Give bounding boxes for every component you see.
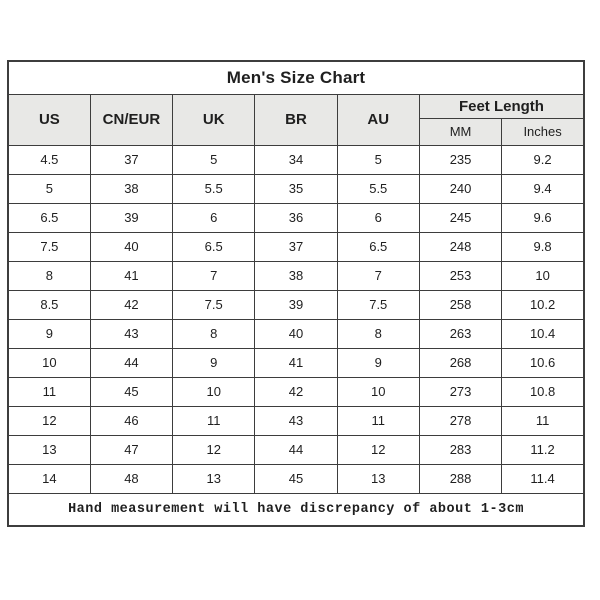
table-cell: 36: [255, 203, 337, 232]
size-chart: [7, 60, 585, 527]
table-cell: 39: [90, 203, 172, 232]
table-cell: 10: [337, 377, 419, 406]
table-cell: 46: [90, 406, 172, 435]
table-cell: 11: [8, 377, 90, 406]
table-row: [8, 464, 584, 493]
table-row: [8, 174, 584, 203]
table-cell: 13: [337, 464, 419, 493]
table-cell: 6: [337, 203, 419, 232]
table-cell: 8: [8, 261, 90, 290]
footer-row: [8, 493, 584, 526]
table-cell: 37: [255, 232, 337, 261]
col-header-br: BR: [255, 94, 337, 145]
table-cell: 253: [419, 261, 501, 290]
chart-title: Men's Size Chart: [8, 61, 584, 94]
table-cell: 6.5: [173, 232, 255, 261]
table-row: [8, 145, 584, 174]
table-cell: 39: [255, 290, 337, 319]
table-cell: 8: [173, 319, 255, 348]
table-cell: 6.5: [8, 203, 90, 232]
table-cell: 278: [419, 406, 501, 435]
table-cell: 41: [90, 261, 172, 290]
table-cell: 34: [255, 145, 337, 174]
table-cell: 6.5: [337, 232, 419, 261]
table-cell: 40: [90, 232, 172, 261]
header-row: [8, 94, 584, 118]
table-cell: 263: [419, 319, 501, 348]
table-cell: 10: [8, 348, 90, 377]
table-cell: 245: [419, 203, 501, 232]
table-cell: 5: [173, 145, 255, 174]
table-cell: 38: [90, 174, 172, 203]
table-cell: 14: [8, 464, 90, 493]
table-cell: 35: [255, 174, 337, 203]
table-cell: 12: [337, 435, 419, 464]
table-cell: 43: [90, 319, 172, 348]
table-cell: 37: [90, 145, 172, 174]
table-cell: 6: [173, 203, 255, 232]
table-cell: 8.5: [8, 290, 90, 319]
table-cell: 10.2: [502, 290, 584, 319]
col-header-mm: MM: [419, 118, 501, 145]
table-cell: 13: [173, 464, 255, 493]
table-cell: 11.2: [502, 435, 584, 464]
table-cell: 10.4: [502, 319, 584, 348]
table-cell: 10: [173, 377, 255, 406]
table-cell: 38: [255, 261, 337, 290]
table-cell: 273: [419, 377, 501, 406]
table-cell: 5: [337, 145, 419, 174]
table-cell: 9: [173, 348, 255, 377]
measurement-note: Hand measurement will have discrepancy of about 1-3cm: [8, 493, 584, 526]
table-cell: 40: [255, 319, 337, 348]
table-cell: 11: [173, 406, 255, 435]
table-cell: 9: [8, 319, 90, 348]
col-header-au: AU: [337, 94, 419, 145]
table-cell: 283: [419, 435, 501, 464]
table-row: [8, 348, 584, 377]
table-cell: 44: [255, 435, 337, 464]
table-cell: 248: [419, 232, 501, 261]
table-row: [8, 377, 584, 406]
table-cell: 9.6: [502, 203, 584, 232]
table-cell: 288: [419, 464, 501, 493]
table-cell: 47: [90, 435, 172, 464]
table-cell: 235: [419, 145, 501, 174]
table-row: [8, 261, 584, 290]
table-cell: 45: [255, 464, 337, 493]
table-cell: 48: [90, 464, 172, 493]
table-cell: 11: [502, 406, 584, 435]
table-cell: 10: [502, 261, 584, 290]
table-cell: 11: [337, 406, 419, 435]
table-cell: 42: [90, 290, 172, 319]
table-cell: 5: [8, 174, 90, 203]
table-cell: 45: [90, 377, 172, 406]
table-cell: 4.5: [8, 145, 90, 174]
table-row: [8, 435, 584, 464]
table-cell: 42: [255, 377, 337, 406]
size-chart-table: [7, 60, 585, 527]
table-cell: 41: [255, 348, 337, 377]
table-cell: 8: [337, 319, 419, 348]
title-row: [8, 61, 584, 94]
col-header-cn-eur: CN/EUR: [90, 94, 172, 145]
table-cell: 268: [419, 348, 501, 377]
table-cell: 7.5: [8, 232, 90, 261]
col-header-us: US: [8, 94, 90, 145]
table-cell: 7.5: [337, 290, 419, 319]
table-cell: 258: [419, 290, 501, 319]
table-cell: 9.2: [502, 145, 584, 174]
table-cell: 43: [255, 406, 337, 435]
table-cell: 7: [337, 261, 419, 290]
table-cell: 9.4: [502, 174, 584, 203]
col-header-uk: UK: [173, 94, 255, 145]
table-cell: 13: [8, 435, 90, 464]
table-cell: 10.6: [502, 348, 584, 377]
table-cell: 9: [337, 348, 419, 377]
table-cell: 240: [419, 174, 501, 203]
table-row: [8, 203, 584, 232]
col-group-feet-length: Feet Length: [419, 94, 584, 118]
table-cell: 7.5: [173, 290, 255, 319]
col-header-inches: Inches: [502, 118, 584, 145]
table-row: [8, 319, 584, 348]
table-row: [8, 290, 584, 319]
table-row: [8, 406, 584, 435]
table-cell: 9.8: [502, 232, 584, 261]
table-cell: 12: [173, 435, 255, 464]
table-cell: 7: [173, 261, 255, 290]
table-cell: 5.5: [337, 174, 419, 203]
table-cell: 11.4: [502, 464, 584, 493]
table-cell: 44: [90, 348, 172, 377]
table-cell: 5.5: [173, 174, 255, 203]
table-row: [8, 232, 584, 261]
table-cell: 10.8: [502, 377, 584, 406]
table-cell: 12: [8, 406, 90, 435]
